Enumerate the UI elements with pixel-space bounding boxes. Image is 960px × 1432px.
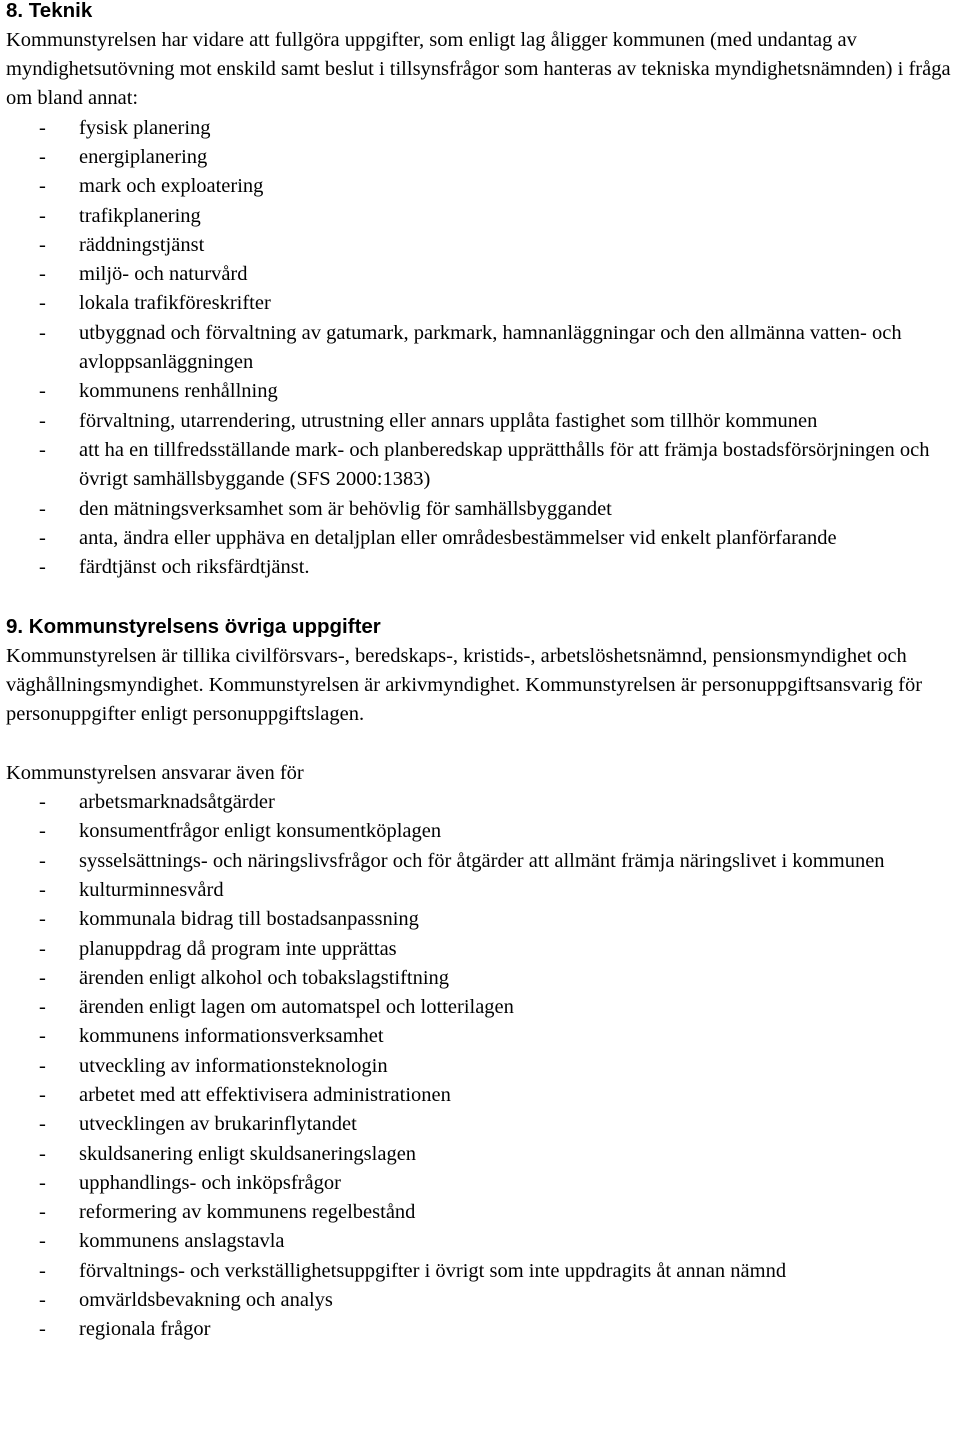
list-item <box>6 1081 960 1110</box>
list-item-text: arbetet med att effektivisera administrationen <box>79 1083 451 1106</box>
list-item <box>6 114 960 143</box>
list-item <box>6 289 960 318</box>
bullet-dash: - <box>39 878 46 901</box>
list-item <box>6 847 960 876</box>
list-item <box>6 377 960 406</box>
list-item-text: planuppdrag då program inte upprättas <box>79 937 397 960</box>
bullet-dash: - <box>39 556 46 579</box>
list-item-text: kommunala bidrag till bostadsanpassning <box>79 908 419 931</box>
bullet-dash: - <box>39 1025 46 1048</box>
bullet-dash: - <box>39 1318 46 1341</box>
list-item <box>6 231 960 260</box>
section-8-list <box>6 114 960 583</box>
list-item <box>6 964 960 993</box>
list-item-text: kommunens renhållning <box>79 380 278 403</box>
list-item <box>6 817 960 846</box>
bullet-dash: - <box>39 791 46 814</box>
list-item-text: skuldsanering enligt skuldsaneringslagen <box>79 1142 417 1165</box>
list-item-text: sysselsättnings- och näringslivsfrågor och för åtgärder att allmänt främja näringslivet i kommunen <box>79 849 885 872</box>
list-item-text: miljö- och naturvård <box>79 263 248 286</box>
bullet-dash: - <box>39 233 46 256</box>
section-9-paragraph: Kommunstyrelsen är tillika civilförsvars-, beredskaps-, kristids-, arbetslöshetsnämnd, pensionsmyndighet och väghållningsmyndighet. Kommunstyrelsen är arkivmyndighet. Kommunstyrelsen är personuppgiftsansvarig för personuppgifter enligt personuppgiftslagen. <box>6 644 923 726</box>
bullet-dash: - <box>39 175 46 198</box>
list-item <box>6 876 960 905</box>
bullet-dash: - <box>39 1289 46 1312</box>
bullet-dash: - <box>39 1142 46 1165</box>
list-item <box>6 1140 960 1169</box>
list-item <box>6 905 960 934</box>
bullet-dash: - <box>39 908 46 931</box>
list-item-text: förvaltnings- och verkställighetsuppgifter i övrigt som inte uppdragits åt annan nämnd <box>79 1259 787 1282</box>
list-item <box>6 1286 960 1315</box>
list-item <box>6 407 960 436</box>
list-item-text: reformering av kommunens regelbestånd <box>79 1201 416 1224</box>
list-item-text: upphandlings- och inköpsfrågor <box>79 1171 341 1194</box>
list-item <box>6 1198 960 1227</box>
section-8-intro: Kommunstyrelsen har vidare att fullgöra uppgifter, som enligt lag åligger kommunen (med undantag av myndighetsutövning mot enskild samt beslut i tillsynsfrågor som hanteras av tekniska myndighetsnämnden) i fråga om bland annat: <box>6 28 951 110</box>
list-item-text: arbetsmarknadsåtgärder <box>79 791 275 814</box>
list-item <box>6 1110 960 1139</box>
list-item <box>6 1052 960 1081</box>
bullet-dash: - <box>39 1083 46 1106</box>
bullet-dash: - <box>39 1230 46 1253</box>
list-item-text: fysisk planering <box>79 116 211 139</box>
list-item <box>6 935 960 964</box>
list-item <box>6 1315 960 1344</box>
list-item <box>6 524 960 553</box>
list-item-text: färdtjänst och riksfärdtjänst. <box>79 556 310 579</box>
list-item-text: trafikplanering <box>79 204 201 227</box>
section-9-heading: 9. Kommunstyrelsens övriga uppgifter <box>6 614 381 638</box>
list-item <box>6 495 960 524</box>
list-item <box>6 1257 960 1286</box>
list-item-text: ärenden enligt lagen om automatspel och lotterilagen <box>79 996 514 1019</box>
bullet-dash: - <box>39 380 46 403</box>
bullet-dash: - <box>39 1201 46 1224</box>
list-item-text: räddningstjänst <box>79 233 205 256</box>
list-item <box>6 1022 960 1051</box>
list-item <box>6 553 960 582</box>
list-item-text: att ha en tillfredsställande mark- och planberedskap upprätthålls för att främja bostadsförsörjningen och övrigt samhällsbyggande (SFS 2000:1383) <box>79 438 930 491</box>
bullet-dash: - <box>39 1054 46 1077</box>
list-item <box>6 143 960 172</box>
bullet-dash: - <box>39 996 46 1019</box>
list-item-text: omvärldsbevakning och analys <box>79 1289 333 1312</box>
bullet-dash: - <box>39 937 46 960</box>
list-item <box>6 260 960 289</box>
list-item <box>6 202 960 231</box>
list-item <box>6 993 960 1022</box>
list-item-text: den mätningsverksamhet som är behövlig för samhällsbyggandet <box>79 497 612 520</box>
list-item-text: energiplanering <box>79 145 208 168</box>
bullet-dash: - <box>39 438 46 461</box>
list-item-text: utveckling av informationsteknologin <box>79 1054 388 1077</box>
list-item <box>6 436 960 495</box>
list-item-text: ärenden enligt alkohol och tobakslagstiftning <box>79 966 450 989</box>
list-item-text: förvaltning, utarrendering, utrustning eller annars upplåta fastighet som tillhör kommunen <box>79 409 818 432</box>
list-item <box>6 788 960 817</box>
bullet-dash: - <box>39 321 46 344</box>
section-9-intro: Kommunstyrelsen ansvarar även för <box>6 761 304 784</box>
section-9-list <box>6 788 960 1345</box>
bullet-dash: - <box>39 409 46 432</box>
bullet-dash: - <box>39 145 46 168</box>
list-item-text: utbyggnad och förvaltning av gatumark, parkmark, hamnanläggningar och den allmänna vatten- och avloppsanläggningen <box>79 321 902 374</box>
bullet-dash: - <box>39 849 46 872</box>
bullet-dash: - <box>39 116 46 139</box>
list-item <box>6 319 960 378</box>
list-item-text: anta, ändra eller upphäva en detaljplan eller områdesbestämmelser vid enkelt planförfarande <box>79 526 837 549</box>
bullet-dash: - <box>39 526 46 549</box>
bullet-dash: - <box>39 204 46 227</box>
list-item-text: konsumentfrågor enligt konsumentköplagen <box>79 820 442 843</box>
bullet-dash: - <box>39 1259 46 1282</box>
bullet-dash: - <box>39 263 46 286</box>
list-item-text: kulturminnesvård <box>79 878 224 901</box>
list-item <box>6 1227 960 1256</box>
bullet-dash: - <box>39 966 46 989</box>
list-item-text: mark och exploatering <box>79 175 264 198</box>
list-item-text: utvecklingen av brukarinflytandet <box>79 1113 357 1136</box>
bullet-dash: - <box>39 1113 46 1136</box>
section-8-heading: 8. Teknik <box>6 0 93 22</box>
list-item-text: kommunens informationsverksamhet <box>79 1025 384 1048</box>
list-item <box>6 1169 960 1198</box>
bullet-dash: - <box>39 497 46 520</box>
bullet-dash: - <box>39 820 46 843</box>
paragraph-gap <box>6 729 960 758</box>
bullet-dash: - <box>39 292 46 315</box>
list-item-text: kommunens anslagstavla <box>79 1230 285 1253</box>
list-item-text: regionala frågor <box>79 1318 211 1341</box>
list-item <box>6 172 960 201</box>
bullet-dash: - <box>39 1171 46 1194</box>
list-item-text: lokala trafikföreskrifter <box>79 292 271 315</box>
